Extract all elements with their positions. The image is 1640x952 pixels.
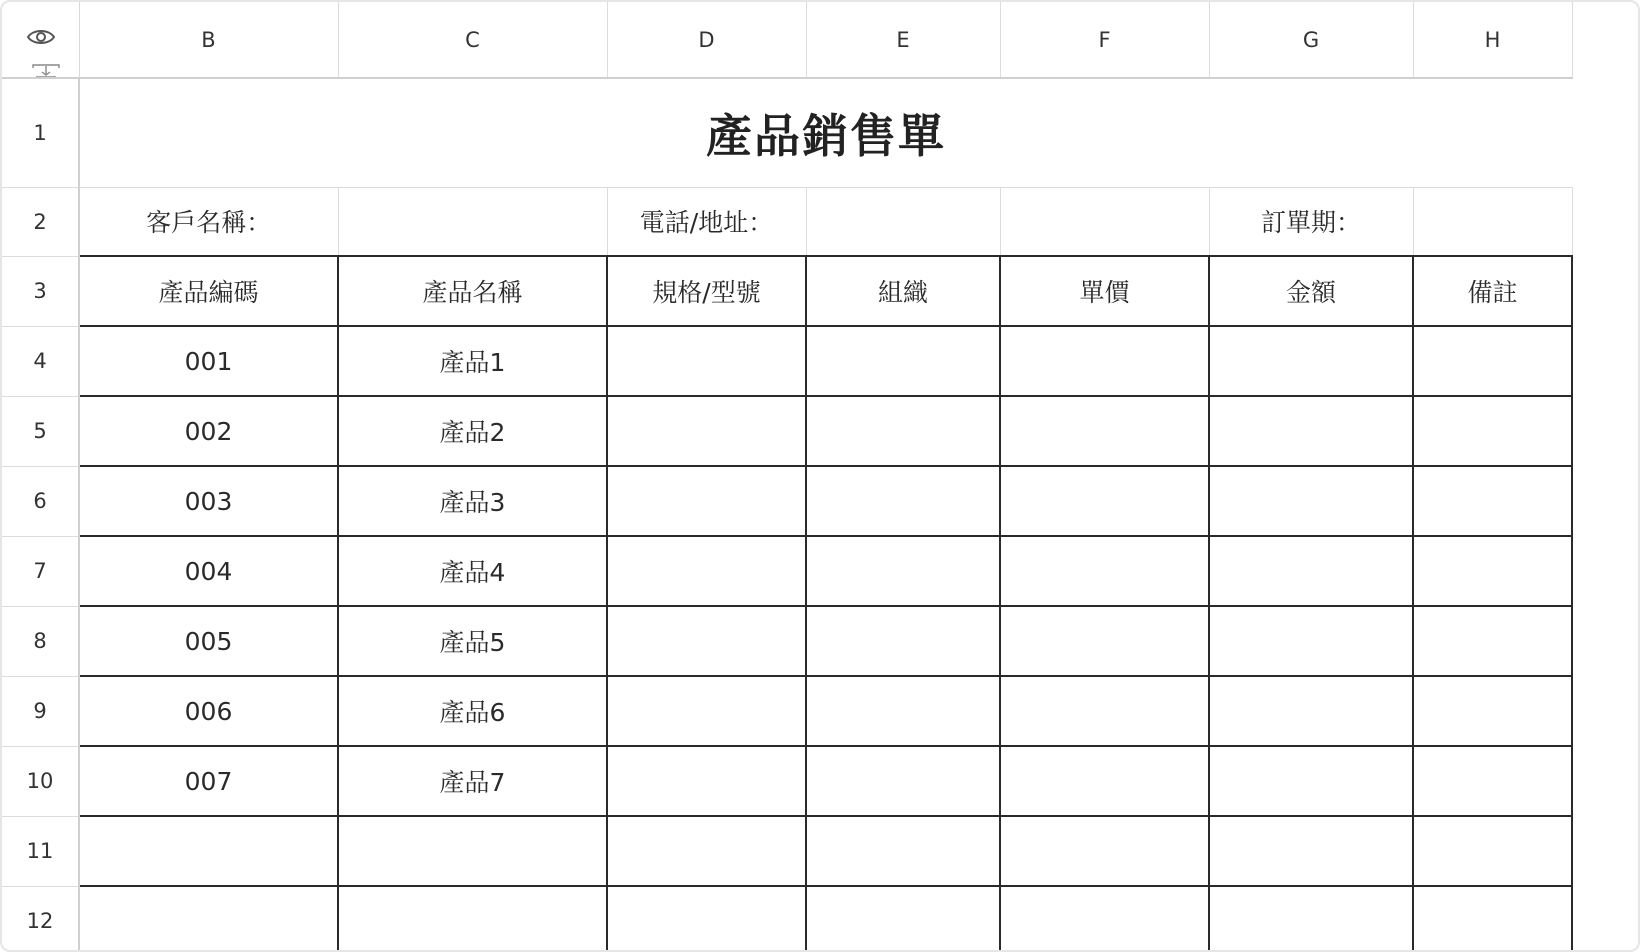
product-name-cell[interactable] [338, 816, 607, 886]
eye-icon[interactable] [26, 26, 56, 48]
amount-cell[interactable] [1209, 746, 1413, 816]
column-header-e[interactable]: E [806, 2, 1000, 78]
amount-cell[interactable] [1209, 816, 1413, 886]
row-header-2[interactable]: 2 [2, 187, 79, 256]
remarks-cell[interactable] [1413, 536, 1572, 606]
product-name-cell[interactable]: 產品1 [338, 326, 607, 396]
unit-price-cell[interactable] [1000, 536, 1209, 606]
header-spec-model[interactable]: 規格/型號 [607, 256, 806, 326]
row-header-10[interactable]: 10 [2, 746, 79, 816]
amount-cell[interactable] [1209, 396, 1413, 466]
organization-cell[interactable] [806, 606, 1000, 676]
remarks-cell[interactable] [1413, 676, 1572, 746]
form-title[interactable]: 產品銷售單 [79, 78, 1572, 187]
order-date-label[interactable]: 訂單期： [1209, 187, 1413, 256]
product-name-cell[interactable] [338, 886, 607, 952]
product-name-cell[interactable]: 產品6 [338, 676, 607, 746]
product-name-cell[interactable]: 產品7 [338, 746, 607, 816]
row-header-8[interactable]: 8 [2, 606, 79, 676]
remarks-cell[interactable] [1413, 606, 1572, 676]
customer-name-label[interactable]: 客戶名稱： [79, 187, 338, 256]
spec-cell[interactable] [607, 326, 806, 396]
unit-price-cell[interactable] [1000, 676, 1209, 746]
phone-address-cell-2[interactable] [1000, 187, 1209, 256]
spec-cell[interactable] [607, 396, 806, 466]
organization-cell[interactable] [806, 536, 1000, 606]
header-organization[interactable]: 組織 [806, 256, 1000, 326]
remarks-cell[interactable] [1413, 746, 1572, 816]
order-date-cell[interactable] [1413, 187, 1572, 256]
product-code-cell[interactable]: 002 [79, 396, 338, 466]
remarks-cell[interactable] [1413, 886, 1572, 952]
customer-name-cell[interactable] [338, 187, 607, 256]
row-header-6[interactable]: 6 [2, 466, 79, 536]
column-header-h[interactable]: H [1413, 2, 1572, 78]
spec-cell[interactable] [607, 676, 806, 746]
unit-price-cell[interactable] [1000, 606, 1209, 676]
row-header-3[interactable]: 3 [2, 256, 79, 326]
organization-cell[interactable] [806, 746, 1000, 816]
organization-cell[interactable] [806, 326, 1000, 396]
product-code-cell[interactable]: 005 [79, 606, 338, 676]
product-name-cell[interactable]: 產品5 [338, 606, 607, 676]
header-amount[interactable]: 金額 [1209, 256, 1413, 326]
phone-address-label[interactable]: 電話/地址： [607, 187, 806, 256]
organization-cell[interactable] [806, 396, 1000, 466]
amount-cell[interactable] [1209, 886, 1413, 952]
spec-cell[interactable] [607, 466, 806, 536]
row-header-9[interactable]: 9 [2, 676, 79, 746]
phone-address-cell[interactable] [806, 187, 1000, 256]
product-name-cell[interactable]: 產品3 [338, 466, 607, 536]
header-product-code[interactable]: 產品編碼 [79, 256, 338, 326]
row-header-11[interactable]: 11 [2, 816, 79, 886]
remarks-cell[interactable] [1413, 396, 1572, 466]
amount-cell[interactable] [1209, 606, 1413, 676]
product-code-cell[interactable] [79, 816, 338, 886]
product-code-cell[interactable]: 001 [79, 326, 338, 396]
remarks-cell[interactable] [1413, 326, 1572, 396]
unit-price-cell[interactable] [1000, 396, 1209, 466]
product-code-cell[interactable]: 006 [79, 676, 338, 746]
organization-cell[interactable] [806, 466, 1000, 536]
spec-cell[interactable] [607, 746, 806, 816]
row-header-7[interactable]: 7 [2, 536, 79, 606]
header-remarks[interactable]: 備註 [1413, 256, 1572, 326]
amount-cell[interactable] [1209, 536, 1413, 606]
header-product-name[interactable]: 產品名稱 [338, 256, 607, 326]
product-code-cell[interactable] [79, 886, 338, 952]
unit-price-cell[interactable] [1000, 746, 1209, 816]
organization-cell[interactable] [806, 816, 1000, 886]
row-header-1[interactable]: 1 [2, 78, 79, 187]
freeze-rows-icon[interactable] [32, 64, 60, 78]
unit-price-cell[interactable] [1000, 466, 1209, 536]
spec-cell[interactable] [607, 816, 806, 886]
header-unit-price[interactable]: 單價 [1000, 256, 1209, 326]
column-header-b[interactable]: B [79, 2, 338, 78]
spreadsheet-grid [2, 2, 1573, 952]
row-header-4[interactable]: 4 [2, 326, 79, 396]
column-header-c[interactable]: C [338, 2, 607, 78]
product-code-cell[interactable]: 003 [79, 466, 338, 536]
select-all-corner[interactable] [2, 2, 79, 78]
row-header-12[interactable]: 12 [2, 886, 79, 952]
product-code-cell[interactable]: 004 [79, 536, 338, 606]
spec-cell[interactable] [607, 606, 806, 676]
spec-cell[interactable] [607, 536, 806, 606]
amount-cell[interactable] [1209, 676, 1413, 746]
spec-cell[interactable] [607, 886, 806, 952]
column-header-f[interactable]: F [1000, 2, 1209, 78]
remarks-cell[interactable] [1413, 816, 1572, 886]
unit-price-cell[interactable] [1000, 886, 1209, 952]
unit-price-cell[interactable] [1000, 326, 1209, 396]
product-name-cell[interactable]: 產品2 [338, 396, 607, 466]
unit-price-cell[interactable] [1000, 816, 1209, 886]
amount-cell[interactable] [1209, 326, 1413, 396]
organization-cell[interactable] [806, 886, 1000, 952]
amount-cell[interactable] [1209, 466, 1413, 536]
product-code-cell[interactable]: 007 [79, 746, 338, 816]
column-header-g[interactable]: G [1209, 2, 1413, 78]
remarks-cell[interactable] [1413, 466, 1572, 536]
organization-cell[interactable] [806, 676, 1000, 746]
row-header-5[interactable]: 5 [2, 396, 79, 466]
product-name-cell[interactable]: 產品4 [338, 536, 607, 606]
column-header-d[interactable]: D [607, 2, 806, 78]
